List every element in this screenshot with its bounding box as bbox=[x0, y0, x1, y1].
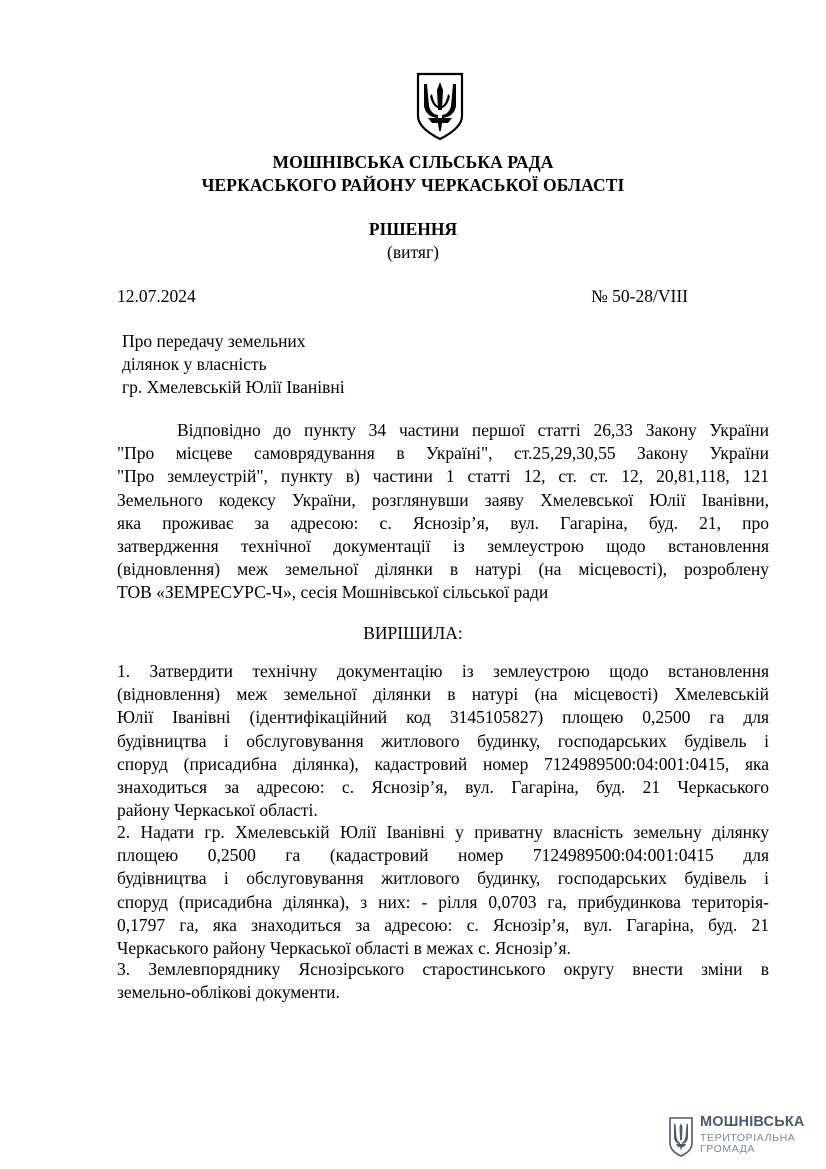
intro-line: Відповідно до пункту 34 частини першої статті 26,33 Закону України bbox=[177, 420, 769, 440]
trident-logo-icon bbox=[668, 1116, 694, 1158]
decision-item-1 bbox=[117, 660, 769, 822]
item-line: площею 0,2500 га (кадастровий номер 7124989500:04:001:0415 для bbox=[117, 845, 769, 866]
item-line: знаходиться за адресою: с. Яснозір’я, вул. Гагаріна, буд. 21 Черкаського bbox=[117, 777, 769, 798]
document-subtitle: (витяг) bbox=[387, 242, 439, 262]
item-line: (відновлення) меж земельної ділянки в натурі (на місцевості) Хмелевській bbox=[117, 684, 769, 705]
item-line: споруд (присадибна ділянка), кадастровий номер 7124989500:04:001:0415, яка bbox=[117, 753, 769, 774]
item-line: 0,1797 га, яка знаходиться за адресою: с. Яснозір’я, вул. Гагаріна, буд. 21 bbox=[117, 914, 769, 935]
council-name: МОШНІВСЬКА СІЛЬСЬКА РАДА bbox=[272, 152, 554, 172]
logo-title: МОШНІВСЬКА bbox=[700, 1114, 805, 1130]
item-line: Юлії Іванівні (ідентифікаційний код 3145105827) площею 0,2500 га для bbox=[117, 707, 769, 728]
decision-item-3 bbox=[117, 958, 769, 1004]
trident-emblem-icon bbox=[414, 70, 466, 142]
document-number: № 50-28/VIII bbox=[591, 286, 688, 306]
logo-subtitle-line: ТЕРИТОРІАЛЬНА bbox=[700, 1132, 796, 1144]
item-line: району Черкаської області. bbox=[117, 800, 318, 821]
item-line: споруд (присадибна ділянка), з них: - рілля 0,0703 га, прибудинкова територія- bbox=[117, 891, 769, 912]
item-line: 3. Землевпоряднику Яснозірського старостинського округу внести зміни в bbox=[117, 959, 769, 979]
intro-line: ТОВ «ЗЕМРЕСУРС-Ч», сесія Мошнівської сільської ради bbox=[117, 582, 549, 603]
document-title: РІШЕННЯ bbox=[368, 219, 458, 239]
intro-line: яка проживає за адресою: с. Яснозір’я, вул. Гагаріна, буд. 21, про bbox=[117, 512, 769, 533]
item-line: Черкаського району Черкаської області в межах с. Яснозір’я. bbox=[117, 938, 571, 959]
subject-line: гр. Хмелевській Юлії Іванівні bbox=[122, 377, 345, 397]
community-logo bbox=[668, 1112, 808, 1162]
intro-line: Земельного кодексу України, розглянувши заяву Хмелевської Юлії Іванівни, bbox=[117, 489, 769, 510]
item-line: будівництва і обслуговування житлового будинку, господарських будівель і bbox=[117, 730, 769, 751]
item-line: будівництва і обслуговування житлового будинку, господарських будівель і bbox=[117, 868, 769, 889]
intro-line: (відновлення) меж земельної ділянки в натурі (на місцевості), розроблену bbox=[117, 559, 769, 580]
document-date: 12.07.2024 bbox=[117, 286, 196, 306]
item-line: земельно-облікові документи. bbox=[117, 982, 340, 1003]
intro-line: затвердження технічної документації із землеустрою щодо встановлення bbox=[117, 536, 769, 557]
decided-heading: ВИРІШИЛА: bbox=[363, 623, 463, 643]
intro-paragraph bbox=[117, 419, 769, 605]
subject-line: Про передачу земельних bbox=[122, 331, 306, 351]
intro-line: "Про землеустрій", пункту в) частини 1 статті 12, ст. ст. 12, 20,81,118, 121 bbox=[117, 466, 769, 487]
logo-subtitle bbox=[700, 1133, 795, 1155]
logo-subtitle-line: ГРОМАДА bbox=[700, 1143, 756, 1155]
intro-line: "Про місцеве самоврядування в Україні", ст.25,29,30,55 Закону України bbox=[117, 443, 769, 464]
document-subject bbox=[122, 330, 345, 399]
item-line: 1. Затвердити технічну документацію із землеустрою щодо встановлення bbox=[117, 661, 769, 681]
item-line: 2. Надати гр. Хмелевській Юлії Іванівні у приватну власність земельну ділянку bbox=[117, 822, 769, 842]
council-district: ЧЕРКАСЬКОГО РАЙОНУ ЧЕРКАСЬКОЇ ОБЛАСТІ bbox=[201, 175, 625, 195]
decision-item-2 bbox=[117, 821, 769, 960]
subject-line: ділянок у власність bbox=[122, 354, 267, 374]
